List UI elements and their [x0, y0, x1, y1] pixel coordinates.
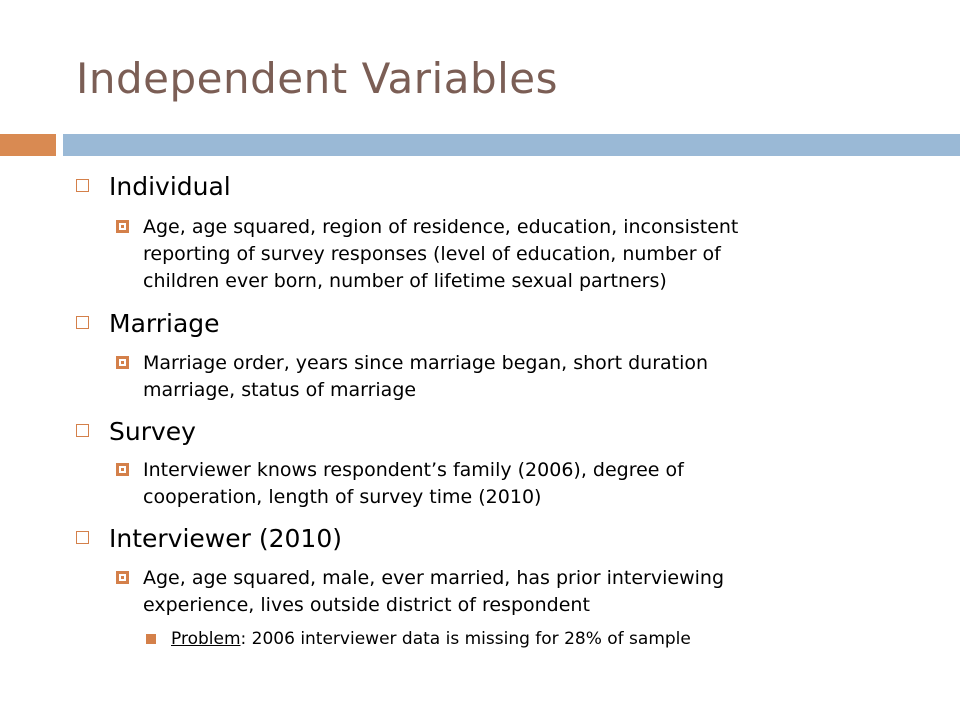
- text-line: marriage, status of marriage: [143, 379, 417, 401]
- heading-text: Interviewer (2010): [109, 524, 342, 553]
- text-line: Age, age squared, region of residence, education, inconsistent: [143, 216, 739, 238]
- text-line: Interviewer knows respondent’s family (2006), degree of: [143, 459, 684, 481]
- text-line: Marriage order, years since marriage began, short duration: [143, 352, 709, 374]
- heading-text: Individual: [109, 172, 231, 201]
- list-item-text: [143, 350, 843, 404]
- problem-label: Problem: [171, 629, 241, 649]
- text-line: cooperation, length of survey time (2010): [143, 486, 542, 508]
- hollow-square-bullet-icon: [76, 179, 89, 192]
- heading-text: Marriage: [109, 309, 220, 338]
- square-bullet-icon: [116, 356, 129, 369]
- square-bullet-icon: [116, 463, 129, 476]
- sub-list-item-text: [171, 628, 691, 650]
- hollow-square-bullet-icon: [76, 424, 89, 437]
- square-bullet-icon: [116, 220, 129, 233]
- text-line: experience, lives outside district of respondent: [143, 594, 590, 616]
- problem-text: : 2006 interviewer data is missing for 28% of sample: [240, 629, 691, 649]
- list-item-text: [143, 565, 843, 619]
- hollow-square-bullet-icon: [76, 316, 89, 329]
- hollow-square-bullet-icon: [76, 531, 89, 544]
- list-item-text: [143, 214, 843, 295]
- slide-title: Independent Variables: [76, 54, 558, 103]
- square-bullet-icon: [116, 571, 129, 584]
- text-line: reporting of survey responses (level of education, number of: [143, 243, 721, 265]
- text-line: Age, age squared, male, ever married, has prior interviewing: [143, 567, 725, 589]
- heading-text: Survey: [109, 417, 196, 446]
- filled-square-bullet-icon: [146, 634, 156, 644]
- text-line: children ever born, number of lifetime sexual partners): [143, 270, 667, 292]
- list-item-text: [143, 457, 843, 511]
